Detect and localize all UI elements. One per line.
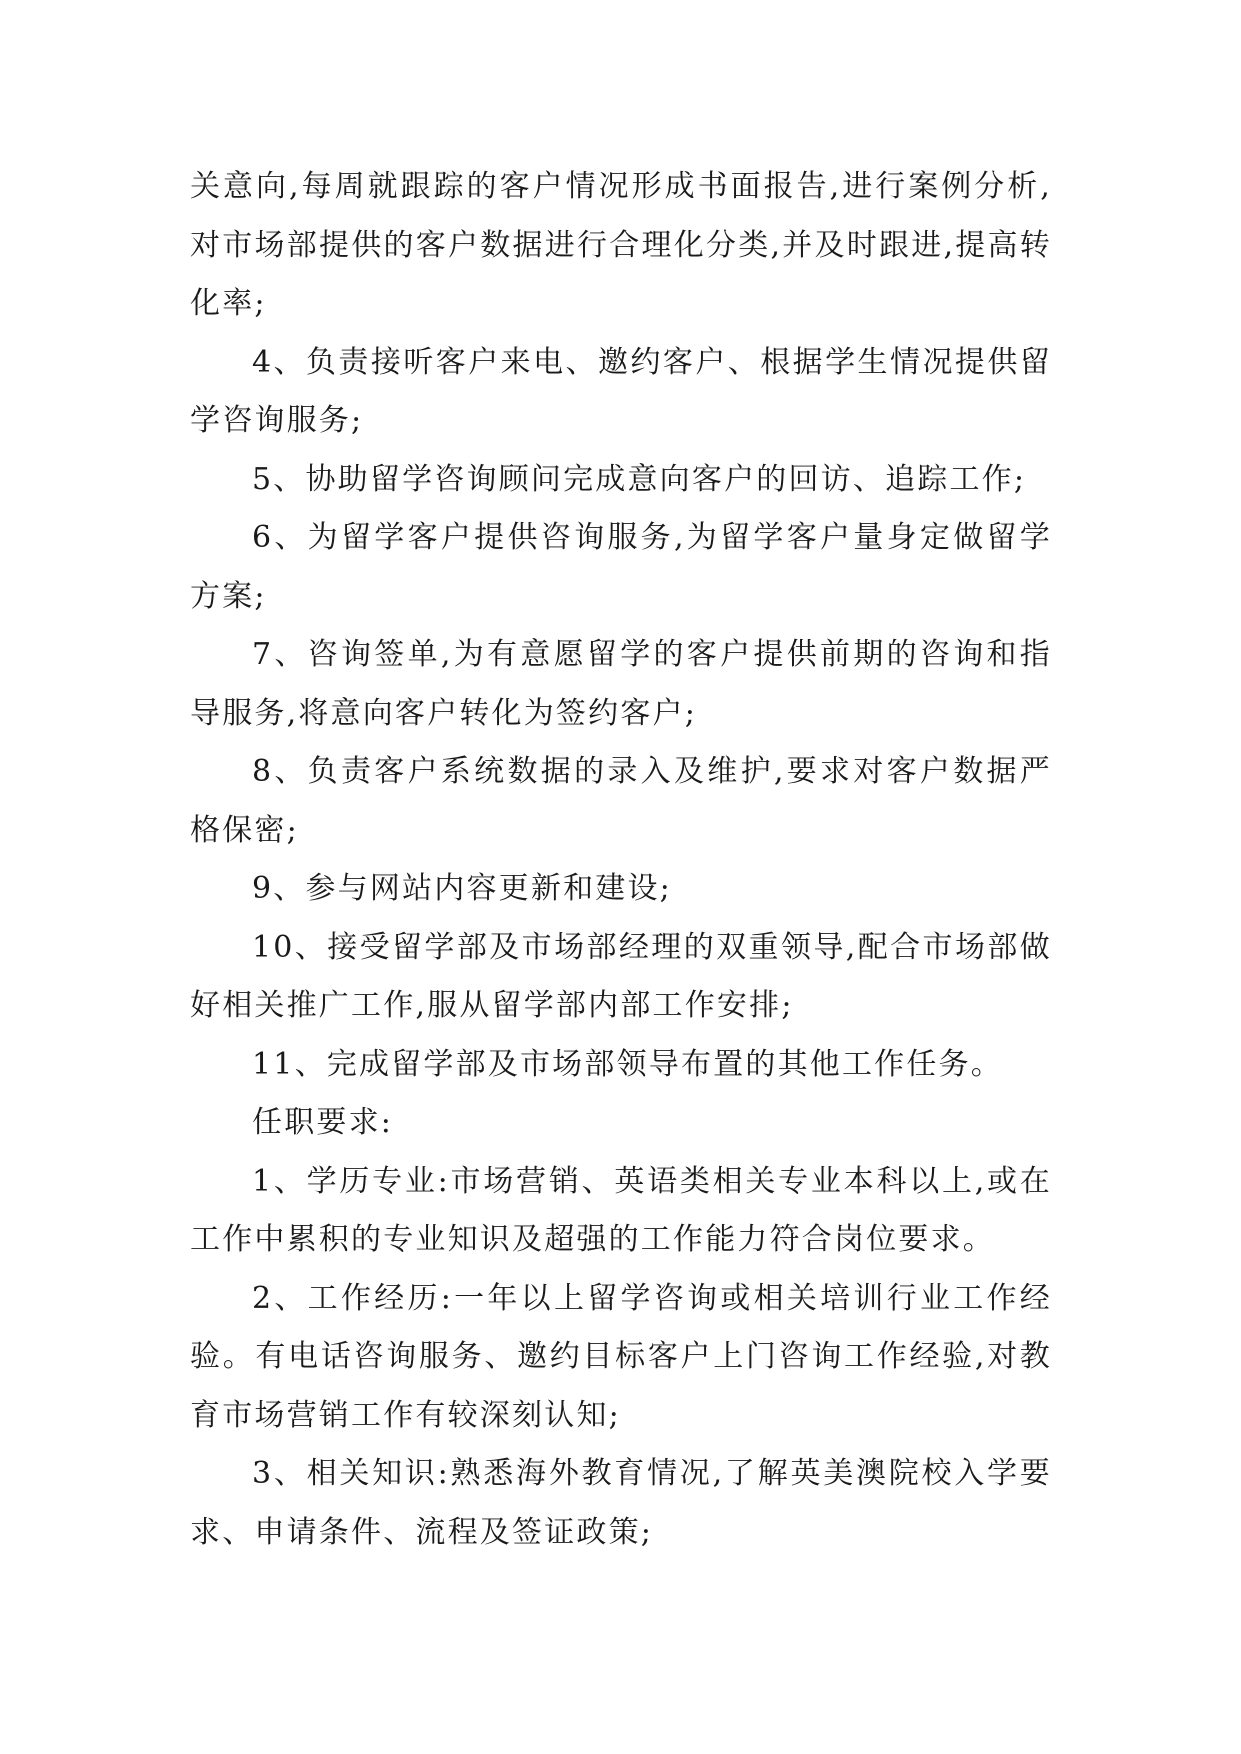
paragraph-duty-8: 8、负责客户系统数据的录入及维护,要求对客户数据严格保密; <box>190 754 1052 848</box>
paragraph-continuation: 关意向,每周就跟踪的客户情况形成书面报告,进行案例分析,对市场部提供的客户数据进行合理化分类,并及时跟进,提高转化率; <box>190 169 1052 321</box>
paragraph-duty-10: 10、接受留学部及市场部经理的双重领导,配合市场部做好相关推广工作,服从留学部内部工作安排; <box>190 929 1052 1023</box>
paragraph-duty-6: 6、为留学客户提供咨询服务,为留学客户量身定做留学方案; <box>190 520 1052 614</box>
paragraph-duty-9: 9、参与网站内容更新和建设; <box>252 871 672 906</box>
paragraph-duty-7: 7、咨询签单,为有意愿留学的客户提供前期的咨询和指导服务,将意向客户转化为签约客户; <box>190 637 1052 731</box>
paragraph-requirement-2: 2、工作经历:一年以上留学咨询或相关培训行业工作经验。有电话咨询服务、邀约目标客户上门咨询工作经验,对教育市场营销工作有较深刻认知; <box>190 1280 1052 1433</box>
paragraph-requirement-3: 3、相关知识:熟悉海外教育情况,了解英美澳院校入学要求、申请条件、流程及签证政策; <box>190 1456 1052 1550</box>
paragraph-requirement-1: 1、学历专业:市场营销、英语类相关专业本科以上,或在工作中累积的专业知识及超强的工作能力符合岗位要求。 <box>190 1163 1052 1257</box>
document-body <box>190 158 1052 1562</box>
section-heading-requirements: 任职要求: <box>252 1105 394 1140</box>
paragraph-duty-4: 4、负责接听客户来电、邀约客户、根据学生情况提供留学咨询服务; <box>190 344 1052 438</box>
paragraph-duty-11: 11、完成留学部及市场部领导布置的其他工作任务。 <box>252 1046 1003 1082</box>
paragraph-duty-5: 5、协助留学咨询顾问完成意向客户的回访、追踪工作; <box>252 461 1027 497</box>
